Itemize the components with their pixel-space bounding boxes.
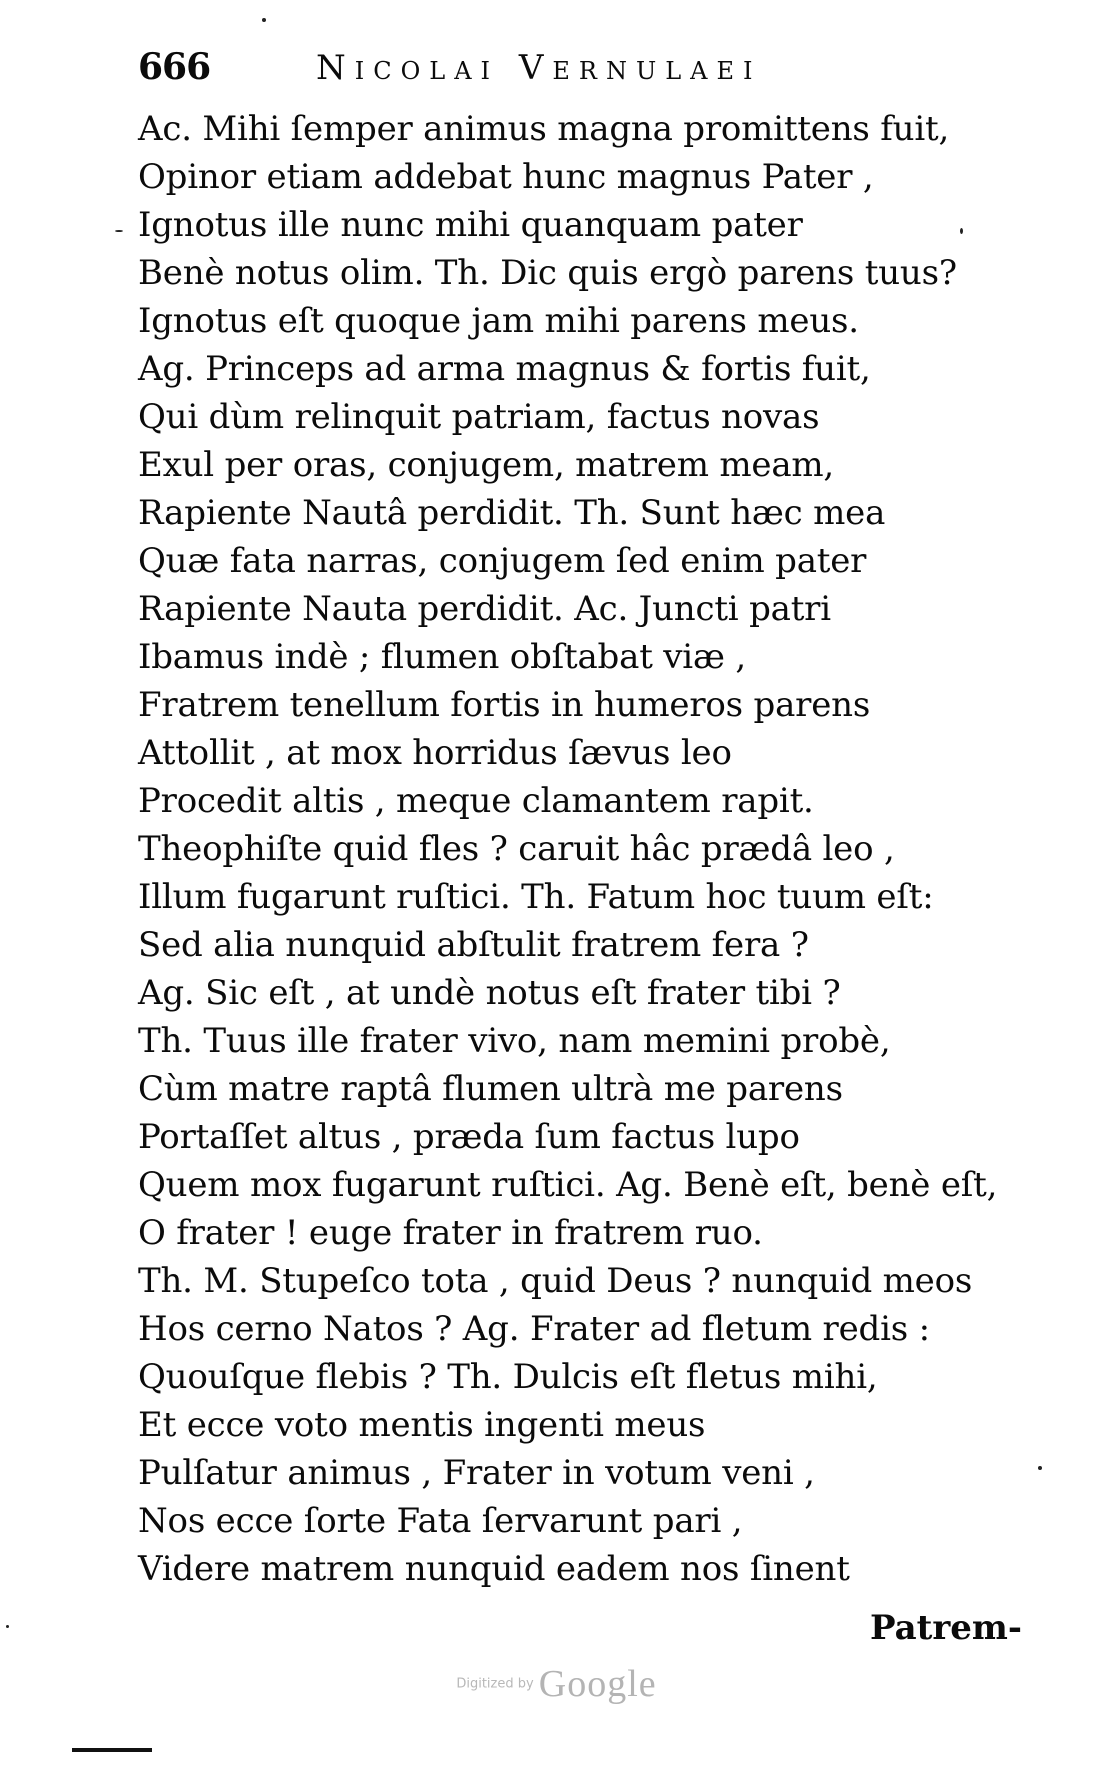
verse-line: Pulſatur animus , Frater in votum veni , bbox=[138, 1453, 815, 1493]
verse-line: Ibamus indè ; flumen obſtabat viæ , bbox=[138, 637, 746, 677]
catchword: Patrem- bbox=[870, 1608, 1023, 1648]
verse-line: Videre matrem nunquid eadem nos ſinent bbox=[138, 1549, 850, 1589]
verse-line: Et ecce voto mentis ingenti meus bbox=[138, 1405, 706, 1445]
verse-line: Fratrem tenellum fortis in humeros parens bbox=[138, 685, 871, 725]
verse-line: Opinor etiam addebat hunc magnus Pater , bbox=[138, 157, 874, 197]
verse-line: Illum fugarunt ruſtici. Th. Fatum hoc tuum eſt: bbox=[138, 877, 934, 917]
ink-speck bbox=[262, 18, 266, 22]
verse-line: Quem mox fugarunt ruſtici. Ag. Benè eſt, benè eſt, bbox=[138, 1165, 998, 1205]
verse-line: Quæ fata narras, conjugem ſed enim pater bbox=[138, 541, 867, 581]
page-number: 666 bbox=[138, 46, 211, 88]
verse-line: Exul per oras, conjugem, matrem meam, bbox=[138, 445, 835, 485]
ink-speck bbox=[960, 228, 963, 234]
ink-speck bbox=[6, 1625, 9, 1628]
digitization-watermark bbox=[0, 1662, 1113, 1706]
verse-line: Cùm matre raptâ flumen ultrà me parens bbox=[138, 1069, 843, 1109]
watermark-brand: Google bbox=[538, 1663, 657, 1705]
verse-line: Procedit altis , meque clamantem rapit. bbox=[138, 781, 814, 821]
verse-line: Ignotus ille nunc mihi quanquam pater bbox=[138, 205, 803, 245]
verse-line: Qui dùm relinquit patriam, factus novas bbox=[138, 397, 820, 437]
ink-speck bbox=[115, 230, 123, 232]
verse-line: Attollit , at mox horridus ſævus leo bbox=[138, 733, 732, 773]
verse-line: O frater ! euge frater in fratrem ruo. bbox=[138, 1213, 763, 1253]
verse-line: Hos cerno Natos ? Ag. Frater ad fletum redis : bbox=[138, 1309, 930, 1349]
verse-line: Portaſſet altus , præda ſum factus lupo bbox=[138, 1117, 800, 1157]
verse-line: Rapiente Nautâ perdidit. Th. Sunt hæc mea bbox=[138, 493, 886, 533]
verse-line: Quouſque flebis ? Th. Dulcis eſt fletus mihi, bbox=[138, 1357, 878, 1397]
verse-line: Nos ecce ſorte Fata ſervarunt pari , bbox=[138, 1501, 743, 1541]
verse-line: Benè notus olim. Th. Dic quis ergò parens tuus? bbox=[138, 253, 957, 293]
verse-line: Theophiſte quid fles ? caruit hâc prædâ leo , bbox=[138, 829, 895, 869]
ink-speck bbox=[1038, 1466, 1042, 1470]
verse-line: Ac. Mihi ſemper animus magna promittens fuit, bbox=[138, 109, 950, 149]
page-edge-rule bbox=[72, 1748, 152, 1752]
verse-line: Th. M. Stupeſco tota , quid Deus ? nunquid meos bbox=[138, 1261, 973, 1301]
running-head: Nicolai Vernulaei bbox=[316, 48, 762, 88]
verse-line: Ag. Princeps ad arma magnus & fortis fuit, bbox=[138, 349, 871, 389]
verse-text bbox=[138, 105, 1018, 1593]
page-header bbox=[138, 46, 898, 94]
verse-line: Ignotus eſt quoque jam mihi parens meus. bbox=[138, 301, 859, 341]
watermark-prefix: Digitized by bbox=[456, 1676, 534, 1692]
verse-line: Th. Tuus ille frater vivo, nam memini probè, bbox=[138, 1021, 891, 1061]
verse-line: Rapiente Nauta perdidit. Ac. Juncti patri bbox=[138, 589, 831, 629]
verse-line: Ag. Sic eſt , at undè notus eſt frater tibi ? bbox=[138, 973, 841, 1013]
verse-line: Sed alia nunquid abſtulit fratrem fera ? bbox=[138, 925, 809, 965]
